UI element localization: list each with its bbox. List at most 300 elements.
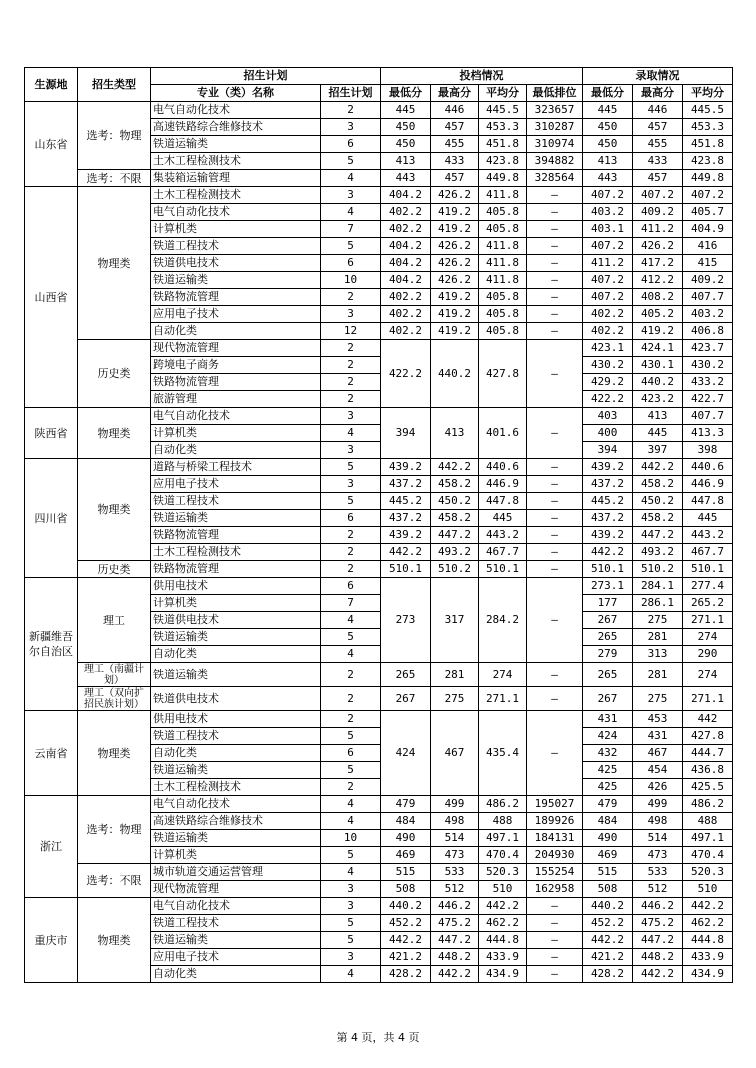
header-tou-group: 投档情况 (381, 68, 583, 85)
lu-max-cell: 423.2 (633, 391, 683, 408)
tou-max-cell: 493.2 (431, 544, 479, 561)
tou-rank-cell: 195027 (527, 796, 583, 813)
tou-min-cell: 439.2 (381, 527, 431, 544)
type-cell: 历史类 (78, 561, 151, 578)
lu-max-cell: 426.2 (633, 238, 683, 255)
lu-max-cell: 286.1 (633, 595, 683, 612)
lu-max-cell: 397 (633, 442, 683, 459)
tou-max-cell: 419.2 (431, 289, 479, 306)
tou-max-cell: 419.2 (431, 221, 479, 238)
tou-max-cell: 457 (431, 119, 479, 136)
tou-min-cell: 490 (381, 830, 431, 847)
lu-max-cell: 447.2 (633, 527, 683, 544)
major-cell: 旅游管理 (151, 391, 321, 408)
tou-min-cell: 402.2 (381, 306, 431, 323)
header-tou-avg: 平均分 (479, 85, 527, 102)
lu-min-cell: 400 (583, 425, 633, 442)
lu-avg-cell: 405.7 (683, 204, 733, 221)
lu-min-cell: 265 (583, 663, 633, 687)
lu-avg-cell: 413.3 (683, 425, 733, 442)
tou-rank-cell: – (527, 578, 583, 663)
tou-max-cell: 510.2 (431, 561, 479, 578)
tou-avg-cell: 427.8 (479, 340, 527, 408)
lu-max-cell: 281 (633, 629, 683, 646)
tou-avg-cell: 435.4 (479, 711, 527, 796)
lu-avg-cell: 442.2 (683, 898, 733, 915)
lu-max-cell: 499 (633, 796, 683, 813)
major-cell: 自动化类 (151, 646, 321, 663)
tou-min-cell: 437.2 (381, 476, 431, 493)
table-row (25, 864, 733, 881)
type-cell: 理工（南疆计划） (78, 663, 151, 687)
lu-min-cell: 432 (583, 745, 633, 762)
plan-cell: 5 (321, 238, 381, 255)
lu-avg-cell: 409.2 (683, 272, 733, 289)
tou-rank-cell: 394882 (527, 153, 583, 170)
lu-min-cell: 402.2 (583, 306, 633, 323)
lu-min-cell: 508 (583, 881, 633, 898)
plan-cell: 3 (321, 476, 381, 493)
lu-min-cell: 423.1 (583, 340, 633, 357)
tou-max-cell: 473 (431, 847, 479, 864)
lu-min-cell: 407.2 (583, 238, 633, 255)
lu-max-cell: 407.2 (633, 187, 683, 204)
lu-max-cell: 450.2 (633, 493, 683, 510)
tou-rank-cell: – (527, 966, 583, 983)
major-cell: 计算机类 (151, 221, 321, 238)
lu-max-cell: 457 (633, 170, 683, 187)
tou-avg-cell: 520.3 (479, 864, 527, 881)
lu-max-cell: 455 (633, 136, 683, 153)
tou-max-cell: 467 (431, 711, 479, 796)
type-cell: 选考：不限 (78, 864, 151, 898)
header-major: 专业（类）名称 (151, 85, 321, 102)
tou-rank-cell: – (527, 323, 583, 340)
plan-cell: 3 (321, 949, 381, 966)
lu-avg-cell: 467.7 (683, 544, 733, 561)
tou-max-cell: 475.2 (431, 915, 479, 932)
major-cell: 应用电子技术 (151, 949, 321, 966)
tou-min-cell: 450 (381, 136, 431, 153)
plan-cell: 6 (321, 136, 381, 153)
table-body (25, 102, 733, 983)
tou-rank-cell: – (527, 915, 583, 932)
plan-cell: 4 (321, 612, 381, 629)
lu-avg-cell: 425.5 (683, 779, 733, 796)
plan-cell: 6 (321, 255, 381, 272)
tou-avg-cell: 411.8 (479, 187, 527, 204)
type-cell: 选考：物理 (78, 102, 151, 170)
lu-min-cell: 437.2 (583, 510, 633, 527)
tou-avg-cell: 497.1 (479, 830, 527, 847)
tou-max-cell: 419.2 (431, 306, 479, 323)
major-cell: 铁道运输类 (151, 510, 321, 527)
plan-cell: 4 (321, 425, 381, 442)
tou-avg-cell: 510 (479, 881, 527, 898)
tou-avg-cell: 411.8 (479, 272, 527, 289)
tou-avg-cell: 433.9 (479, 949, 527, 966)
tou-rank-cell: 155254 (527, 864, 583, 881)
tou-max-cell: 426.2 (431, 272, 479, 289)
lu-avg-cell: 407.2 (683, 187, 733, 204)
major-cell: 铁道运输类 (151, 932, 321, 949)
type-cell: 理工（双向扩招民族计划） (78, 687, 151, 711)
lu-avg-cell: 423.7 (683, 340, 733, 357)
tou-max-cell: 317 (431, 578, 479, 663)
plan-cell: 2 (321, 561, 381, 578)
tou-avg-cell: 405.8 (479, 204, 527, 221)
header-lu-max: 最高分 (633, 85, 683, 102)
major-cell: 应用电子技术 (151, 476, 321, 493)
major-cell: 铁道供电技术 (151, 687, 321, 711)
region-cell: 浙江 (25, 796, 78, 898)
table-row (25, 711, 733, 728)
lu-avg-cell: 398 (683, 442, 733, 459)
major-cell: 铁道运输类 (151, 663, 321, 687)
major-cell: 集装箱运输管理 (151, 170, 321, 187)
major-cell: 跨境电子商务 (151, 357, 321, 374)
lu-avg-cell: 446.9 (683, 476, 733, 493)
tou-avg-cell: 405.8 (479, 306, 527, 323)
plan-cell: 2 (321, 374, 381, 391)
major-cell: 铁道工程技术 (151, 493, 321, 510)
type-cell: 选考：不限 (78, 170, 151, 187)
lu-max-cell: 433 (633, 153, 683, 170)
tou-rank-cell: – (527, 272, 583, 289)
lu-avg-cell: 271.1 (683, 687, 733, 711)
lu-min-cell: 267 (583, 612, 633, 629)
tou-max-cell: 419.2 (431, 204, 479, 221)
table-row (25, 898, 733, 915)
region-cell: 山西省 (25, 187, 78, 408)
tou-rank-cell: – (527, 493, 583, 510)
lu-avg-cell: 445.5 (683, 102, 733, 119)
lu-avg-cell: 290 (683, 646, 733, 663)
lu-min-cell: 437.2 (583, 476, 633, 493)
tou-min-cell: 422.2 (381, 340, 431, 408)
tou-min-cell: 402.2 (381, 221, 431, 238)
lu-avg-cell: 407.7 (683, 408, 733, 425)
tou-avg-cell: 444.8 (479, 932, 527, 949)
lu-avg-cell: 444.8 (683, 932, 733, 949)
lu-min-cell: 428.2 (583, 966, 633, 983)
major-cell: 铁道运输类 (151, 629, 321, 646)
tou-max-cell: 433 (431, 153, 479, 170)
tou-rank-cell: – (527, 663, 583, 687)
major-cell: 铁道工程技术 (151, 728, 321, 745)
tou-min-cell: 443 (381, 170, 431, 187)
lu-max-cell: 408.2 (633, 289, 683, 306)
tou-rank-cell: 162958 (527, 881, 583, 898)
tou-avg-cell: 462.2 (479, 915, 527, 932)
plan-cell: 4 (321, 966, 381, 983)
lu-min-cell: 177 (583, 595, 633, 612)
tou-avg-cell: 445.5 (479, 102, 527, 119)
lu-max-cell: 417.2 (633, 255, 683, 272)
tou-min-cell: 439.2 (381, 459, 431, 476)
type-cell: 物理类 (78, 459, 151, 561)
lu-min-cell: 413 (583, 153, 633, 170)
lu-min-cell: 279 (583, 646, 633, 663)
tou-rank-cell: 328564 (527, 170, 583, 187)
lu-max-cell: 275 (633, 687, 683, 711)
lu-max-cell: 284.1 (633, 578, 683, 595)
plan-cell: 10 (321, 830, 381, 847)
lu-max-cell: 424.1 (633, 340, 683, 357)
table-row (25, 687, 733, 711)
tou-max-cell: 457 (431, 170, 479, 187)
lu-avg-cell: 510 (683, 881, 733, 898)
plan-cell: 4 (321, 796, 381, 813)
lu-min-cell: 407.2 (583, 187, 633, 204)
table-row (25, 663, 733, 687)
tou-rank-cell: – (527, 204, 583, 221)
tou-min-cell: 515 (381, 864, 431, 881)
tou-avg-cell: 486.2 (479, 796, 527, 813)
tou-rank-cell: – (527, 306, 583, 323)
major-cell: 供用电技术 (151, 711, 321, 728)
plan-cell: 2 (321, 544, 381, 561)
lu-avg-cell: 403.2 (683, 306, 733, 323)
major-cell: 电气自动化技术 (151, 408, 321, 425)
region-cell: 山东省 (25, 102, 78, 187)
tou-max-cell: 426.2 (431, 238, 479, 255)
plan-cell: 3 (321, 187, 381, 204)
plan-cell: 4 (321, 864, 381, 881)
plan-cell: 2 (321, 527, 381, 544)
lu-avg-cell: 453.3 (683, 119, 733, 136)
tou-avg-cell: 510.1 (479, 561, 527, 578)
table-row (25, 170, 733, 187)
lu-avg-cell: 436.8 (683, 762, 733, 779)
lu-avg-cell: 274 (683, 629, 733, 646)
lu-avg-cell: 451.8 (683, 136, 733, 153)
plan-cell: 12 (321, 323, 381, 340)
tou-rank-cell: – (527, 238, 583, 255)
table-row (25, 561, 733, 578)
tou-rank-cell: 204930 (527, 847, 583, 864)
lu-avg-cell: 488 (683, 813, 733, 830)
major-cell: 铁路物流管理 (151, 289, 321, 306)
tou-rank-cell: – (527, 898, 583, 915)
plan-cell: 5 (321, 459, 381, 476)
header-lu-avg: 平均分 (683, 85, 733, 102)
tou-avg-cell: 453.3 (479, 119, 527, 136)
tou-max-cell: 447.2 (431, 932, 479, 949)
tou-max-cell: 512 (431, 881, 479, 898)
lu-avg-cell: 416 (683, 238, 733, 255)
lu-avg-cell: 271.1 (683, 612, 733, 629)
table-row (25, 459, 733, 476)
lu-avg-cell: 407.7 (683, 289, 733, 306)
tou-max-cell: 426.2 (431, 187, 479, 204)
tou-avg-cell: 467.7 (479, 544, 527, 561)
plan-cell: 2 (321, 289, 381, 306)
lu-max-cell: 431 (633, 728, 683, 745)
major-cell: 电气自动化技术 (151, 204, 321, 221)
major-cell: 自动化类 (151, 442, 321, 459)
tou-max-cell: 499 (431, 796, 479, 813)
tou-min-cell: 402.2 (381, 204, 431, 221)
major-cell: 自动化类 (151, 323, 321, 340)
tou-rank-cell: – (527, 289, 583, 306)
tou-avg-cell: 446.9 (479, 476, 527, 493)
major-cell: 铁道运输类 (151, 272, 321, 289)
lu-max-cell: 411.2 (633, 221, 683, 238)
lu-min-cell: 425 (583, 779, 633, 796)
plan-cell: 5 (321, 153, 381, 170)
lu-avg-cell: 265.2 (683, 595, 733, 612)
lu-min-cell: 515 (583, 864, 633, 881)
lu-min-cell: 439.2 (583, 459, 633, 476)
lu-max-cell: 413 (633, 408, 683, 425)
lu-min-cell: 442.2 (583, 544, 633, 561)
plan-cell: 6 (321, 510, 381, 527)
tou-avg-cell: 411.8 (479, 255, 527, 272)
tou-min-cell: 404.2 (381, 187, 431, 204)
major-cell: 电气自动化技术 (151, 796, 321, 813)
tou-max-cell: 275 (431, 687, 479, 711)
plan-cell: 5 (321, 847, 381, 864)
tou-max-cell: 447.2 (431, 527, 479, 544)
table-row (25, 408, 733, 425)
tou-avg-cell: 434.9 (479, 966, 527, 983)
lu-min-cell: 403.2 (583, 204, 633, 221)
tou-avg-cell: 423.8 (479, 153, 527, 170)
lu-min-cell: 490 (583, 830, 633, 847)
lu-max-cell: 419.2 (633, 323, 683, 340)
lu-min-cell: 445.2 (583, 493, 633, 510)
lu-avg-cell: 445 (683, 510, 733, 527)
tou-rank-cell: – (527, 932, 583, 949)
plan-cell: 6 (321, 745, 381, 762)
tou-max-cell: 455 (431, 136, 479, 153)
plan-cell: 2 (321, 102, 381, 119)
plan-cell: 3 (321, 881, 381, 898)
header-region: 生源地 (25, 68, 78, 102)
major-cell: 铁路物流管理 (151, 527, 321, 544)
plan-cell: 5 (321, 493, 381, 510)
type-cell: 历史类 (78, 340, 151, 408)
tou-max-cell: 446 (431, 102, 479, 119)
lu-min-cell: 273.1 (583, 578, 633, 595)
tou-rank-cell: – (527, 510, 583, 527)
lu-max-cell: 281 (633, 663, 683, 687)
tou-min-cell: 450 (381, 119, 431, 136)
tou-min-cell: 440.2 (381, 898, 431, 915)
lu-avg-cell: 404.9 (683, 221, 733, 238)
lu-min-cell: 430.2 (583, 357, 633, 374)
major-cell: 应用电子技术 (151, 306, 321, 323)
tou-min-cell: 402.2 (381, 289, 431, 306)
major-cell: 计算机类 (151, 847, 321, 864)
plan-cell: 2 (321, 779, 381, 796)
tou-avg-cell: 488 (479, 813, 527, 830)
header-tou-max: 最高分 (431, 85, 479, 102)
tou-min-cell: 442.2 (381, 544, 431, 561)
lu-max-cell: 458.2 (633, 476, 683, 493)
tou-max-cell: 426.2 (431, 255, 479, 272)
lu-max-cell: 447.2 (633, 932, 683, 949)
lu-min-cell: 407.2 (583, 289, 633, 306)
tou-rank-cell: – (527, 340, 583, 408)
major-cell: 电气自动化技术 (151, 898, 321, 915)
lu-min-cell: 425 (583, 762, 633, 779)
lu-min-cell: 439.2 (583, 527, 633, 544)
lu-max-cell: 458.2 (633, 510, 683, 527)
tou-max-cell: 440.2 (431, 340, 479, 408)
plan-cell: 5 (321, 728, 381, 745)
plan-cell: 5 (321, 915, 381, 932)
page-footer: 第 4 页，共 4 页 (336, 1031, 420, 1044)
tou-min-cell: 484 (381, 813, 431, 830)
lu-max-cell: 313 (633, 646, 683, 663)
lu-min-cell: 443 (583, 170, 633, 187)
tou-rank-cell: – (527, 949, 583, 966)
header-tou-min: 最低分 (381, 85, 431, 102)
lu-max-cell: 430.1 (633, 357, 683, 374)
lu-avg-cell: 422.7 (683, 391, 733, 408)
tou-rank-cell: 323657 (527, 102, 583, 119)
table-row (25, 578, 733, 595)
plan-cell: 4 (321, 646, 381, 663)
tou-min-cell: 469 (381, 847, 431, 864)
lu-avg-cell: 443.2 (683, 527, 733, 544)
type-cell: 物理类 (78, 187, 151, 340)
lu-min-cell: 265 (583, 629, 633, 646)
tou-max-cell: 450.2 (431, 493, 479, 510)
tou-max-cell: 446.2 (431, 898, 479, 915)
tou-rank-cell: – (527, 687, 583, 711)
lu-avg-cell: 415 (683, 255, 733, 272)
tou-max-cell: 442.2 (431, 966, 479, 983)
plan-cell: 2 (321, 357, 381, 374)
lu-avg-cell: 433.2 (683, 374, 733, 391)
lu-avg-cell: 497.1 (683, 830, 733, 847)
header-lu-min: 最低分 (583, 85, 633, 102)
lu-min-cell: 431 (583, 711, 633, 728)
tou-min-cell: 404.2 (381, 238, 431, 255)
major-cell: 自动化类 (151, 745, 321, 762)
major-cell: 计算机类 (151, 425, 321, 442)
plan-cell: 2 (321, 687, 381, 711)
tou-max-cell: 458.2 (431, 476, 479, 493)
tou-min-cell: 508 (381, 881, 431, 898)
tou-max-cell: 458.2 (431, 510, 479, 527)
tou-avg-cell: 401.6 (479, 408, 527, 459)
tou-max-cell: 419.2 (431, 323, 479, 340)
tou-avg-cell: 445 (479, 510, 527, 527)
lu-avg-cell: 486.2 (683, 796, 733, 813)
major-cell: 铁道运输类 (151, 830, 321, 847)
tou-rank-cell: 189926 (527, 813, 583, 830)
lu-avg-cell: 520.3 (683, 864, 733, 881)
major-cell: 铁道工程技术 (151, 238, 321, 255)
tou-min-cell: 413 (381, 153, 431, 170)
region-cell: 四川省 (25, 459, 78, 578)
lu-min-cell: 450 (583, 136, 633, 153)
major-cell: 铁道工程技术 (151, 915, 321, 932)
plan-cell: 6 (321, 578, 381, 595)
lu-max-cell: 440.2 (633, 374, 683, 391)
major-cell: 土木工程检测技术 (151, 779, 321, 796)
header-lu-group: 录取情况 (583, 68, 733, 85)
lu-min-cell: 510.1 (583, 561, 633, 578)
lu-avg-cell: 442 (683, 711, 733, 728)
lu-avg-cell: 430.2 (683, 357, 733, 374)
major-cell: 土木工程检测技术 (151, 544, 321, 561)
lu-min-cell: 403.1 (583, 221, 633, 238)
